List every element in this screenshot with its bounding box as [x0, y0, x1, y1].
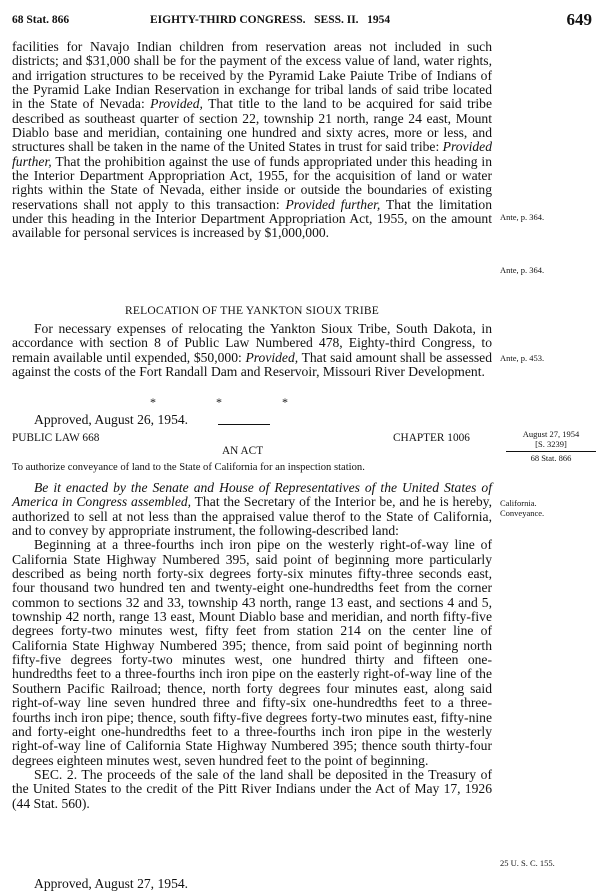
italic-run: Provided, [245, 349, 299, 365]
margin-note-ante-364: Ante, p. 364. [500, 212, 545, 222]
chapter-number: CHAPTER 1006 [393, 432, 470, 444]
note-line: Conveyance. [500, 508, 545, 518]
running-title: EIGHTY-THIRD CONGRESS. SESS. II. 1954 [150, 14, 391, 26]
approval-date-2: Approved, August 27, 1954. [34, 876, 189, 891]
act-purpose: To authorize conveyance of land to the State of California for an inspection station. [12, 462, 365, 473]
text-run: facilities for Navajo Indian children from reservation areas not included in such districts; and $31,000 shall be for the payment of the excess value of land, water rights, and irrigation structures to be received by the Pyramid Lake Paiute Tribe of Indians of the Pyramid Lake Indian Reservation in exchange for tribal lands of said tribe located in the State of Nevada: [12, 39, 492, 112]
rule [218, 424, 270, 425]
text-run: For necessary expenses of relocating the Yankton Sioux Tribe, South Dakota, in accordance with section 8 of Public Law Numbered 478, Eighty-third Congress, to remain available until expended, $50,000: [12, 321, 492, 365]
rule [506, 451, 596, 452]
paragraph-relocation [12, 322, 492, 379]
enacting-section [12, 481, 492, 811]
italic-run: Provided further, [285, 196, 381, 212]
text-run: That the limitation under this heading in the Interior Department Appropriation Act, 1955, on the amount available for personal services is increased by $1,000,000. [12, 196, 493, 241]
act-title: AN ACT [222, 445, 264, 457]
enactment-date: August 27, 1954 [522, 429, 580, 439]
bill-number: [S. 3239] [535, 438, 567, 449]
section-heading-relocation: RELOCATION OF THE YANKTON SIOUX TRIBE [125, 305, 379, 317]
page-number: 649 [566, 10, 592, 29]
approval-date: Approved, August 26, 1954. [34, 412, 189, 427]
italic-run: Provided, [150, 96, 203, 112]
text-run: That the Secretary of the Interior be, and he is hereby, authorized to sell at not less than the appraised value therof to the State of California, and to convey by appropriate instrument, the following-described land: [12, 494, 492, 539]
margin-note-ante-453: Ante, p. 453. [500, 353, 545, 363]
italic-run: Provided further, [12, 139, 492, 169]
public-law-number: PUBLIC LAW 668 [12, 432, 100, 444]
margin-note-usc: 25 U. S. C. 155. [500, 858, 555, 868]
margin-note-stat: 68 Stat. 866 [530, 453, 572, 463]
text-run: That title to the land to be acquired for said tribe described as southeast quarter of section 22, township 21 north, range 24 east, Mount Diablo base and meridian, containing one hundred and sixty acres, more or less, and structures shall be taken in the name of the United States in trust for said tribe: [12, 96, 492, 155]
paragraph-pyramid-lake [12, 40, 492, 241]
ellipsis-stars: * * * [150, 395, 288, 409]
stat-reference: 68 Stat. 866 [12, 14, 70, 26]
note-line: California. [500, 498, 537, 508]
margin-note-california [500, 498, 600, 518]
section-2: SEC. 2. The proceeds of the sale of the land shall be deposited in the Treasury of the United States to the credit of the Pitt River Indians under the Act of May 17, 1926 (44 Stat. 560). [12, 766, 492, 811]
enacting-clause: Be it enacted by the Senate and House of Representatives of the United States of America in Congress assembled, [12, 480, 492, 510]
text-run: That the prohibition against the use of funds appropriated under this heading in the Interior Department Appropriation Act, 1955, for the acquisition of land or water rights within the State of Nevada, either inside or outside the boundaries of existing reservations shall not apply to this transaction: [12, 153, 492, 212]
land-description: Beginning at a three-fourths inch iron pipe on the westerly right-of-way line of California State Highway Numbered 395, said point of beginning more particularly described as being north forty-six degrees forty-six minutes fifty-three seconds east, four thousand two hundred ten and twenty-eight one-hundredths feet from the corner common to sections 32 and 33, township 43 north, range 13 east, and sections 4 and 5, township 42 north, range 13 east, Mount Diablo base and meridian, and north fifty-five degrees forty-two minutes west, fifty feet from station 214 on the center line of California State Highway Numbered 395; thence, from said point of beginning north fifty-five degrees forty-two minutes west, one hundred thirty and fifteen one-hundredths feet to a three-fourths inch iron pipe on the easterly right-of-way line of the Southern Pacific Railroad; thence, north forty degrees four minutes east, along said right-of-way line seven hundred three and fifty-six one-hundredths feet to a three-fourths inch iron pipe; thence, south fifty-five degrees forty-two minutes east, fifty-nine and forty-eight one-hundredths feet to a three-fourths inch iron pipe in the westerly right-of-way line of California State Highway Numbered 395; thence south thirty-four degrees eighteen minutes west, seven hundred feet to the point of beginning. [12, 537, 492, 768]
text-run: That said amount shall be assessed against the costs of the Fort Randall Dam and Reservoir, Missouri River Development. [12, 349, 492, 380]
margin-note-ante-364-b: Ante, p. 364. [500, 265, 545, 275]
margin-note-date [506, 430, 596, 449]
